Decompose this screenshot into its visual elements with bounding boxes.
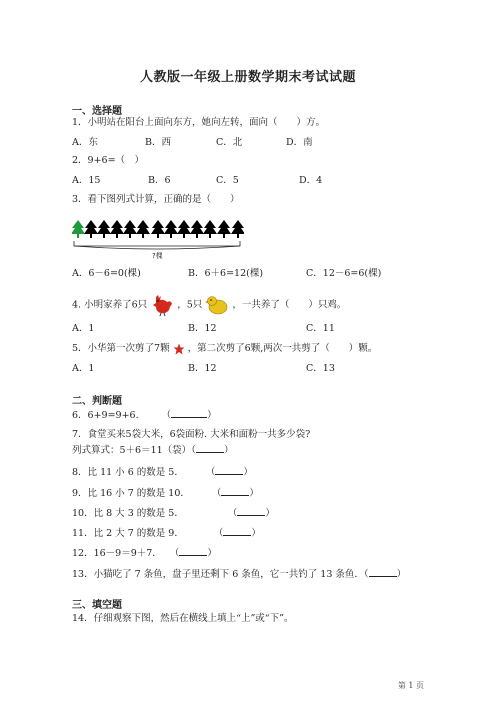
q13-text: 13．小猫吃了 7 条鱼，盘子里还剩下 6 条鱼，它一共钓了 13 条鱼． <box>72 569 364 580</box>
question-12 <box>72 545 217 560</box>
question-13 <box>72 566 406 581</box>
q5-option-c: C．13 <box>306 363 335 374</box>
q1-option-b: B．西 <box>145 137 171 148</box>
q2-option-d: D．4 <box>299 175 323 186</box>
q6-text: 6．6+9=9+6. <box>72 410 139 421</box>
paren-close: ） <box>207 410 217 421</box>
question-4 <box>72 293 346 317</box>
answer-blank-13[interactable] <box>369 566 397 577</box>
question-7: 7．食堂买来5袋大米，6袋面粉. 大米和面粉一共多少袋? <box>72 429 311 440</box>
paren-close: ） <box>396 569 407 580</box>
question-2: 2．9+6=（ ） <box>72 155 145 166</box>
q4-option-a: A．1 <box>72 323 95 334</box>
paren-close: ） <box>265 508 275 519</box>
chick-icon <box>205 294 229 316</box>
paren-close: ） <box>249 488 259 499</box>
section-choice-heading: 一、选择题 <box>72 106 122 117</box>
q1-option-c: C．北 <box>216 137 243 148</box>
question-3: 3．看下图列式计算，正确的是（ ） <box>72 194 240 205</box>
section-judge-heading: 二、判断题 <box>72 396 122 407</box>
q2-option-a: A．15 <box>72 175 101 186</box>
q3-option-c: C．12－6=6(棵) <box>306 268 382 279</box>
q5-option-b: B．12 <box>188 363 217 374</box>
tree-icons <box>72 220 85 238</box>
q10-text: 10．比 8 大 3 的数是 5． <box>72 508 184 519</box>
paren-open: （ <box>211 488 222 499</box>
answer-blank-7[interactable] <box>196 442 224 453</box>
paren-open: （ <box>227 508 238 519</box>
question-14: 14．仔细观察下图，然后在横线上填上“上”或“下”。 <box>72 613 294 624</box>
section-fill-heading: 三、填空题 <box>72 600 122 611</box>
answer-blank-11[interactable] <box>223 525 251 536</box>
question-6 <box>72 407 217 422</box>
q4-text-pre: 4. 小明家养了6只 <box>72 299 148 311</box>
paren-close: ） <box>251 528 261 539</box>
paren-open: （ <box>213 528 224 539</box>
q1-option-a: A．东 <box>72 137 98 148</box>
paren-close: ） <box>223 445 234 456</box>
paren-open: （ <box>191 445 196 456</box>
paren-open: （ <box>169 548 180 559</box>
q12-text: 12．16－9＝9＋7． <box>72 548 162 559</box>
paren-open: （ <box>363 569 369 580</box>
question-10 <box>72 505 275 520</box>
answer-blank-8[interactable] <box>215 464 243 475</box>
rooster-icon <box>150 293 174 317</box>
q5-text-pre: 5．小华第一次剪了7颗 <box>72 343 170 354</box>
q3-option-a: A．6－6=0(棵) <box>72 268 141 279</box>
question-1: 1．小明站在阳台上面向东方，她向左转，面向（ ）方。 <box>72 117 326 128</box>
q3-option-b: B．6＋6=12(棵) <box>188 268 264 279</box>
answer-blank-9[interactable] <box>221 485 249 496</box>
q4-text-mid: ，5只 <box>177 299 203 311</box>
answer-blank-12[interactable] <box>179 545 207 556</box>
q7-equation: 列式算式：5＋6＝11（袋） <box>72 445 192 456</box>
q2-option-c: C．5 <box>216 175 239 186</box>
q4-option-c: C．11 <box>306 323 335 334</box>
paren-open: （ <box>205 467 216 478</box>
paren-close: ） <box>243 467 253 478</box>
paren-close: ） <box>207 548 217 559</box>
question-9 <box>72 485 259 500</box>
q9-text: 9．比 16 小 7 的数是 10． <box>72 488 190 499</box>
page-number: 第 1 页 <box>397 681 424 690</box>
question-11 <box>72 525 261 540</box>
q11-text: 11．比 2 大 7 的数是 9． <box>72 528 184 539</box>
q2-option-b: B．6 <box>148 175 171 186</box>
question-5 <box>72 342 377 355</box>
question-8 <box>72 464 253 479</box>
paren-open: （ <box>161 410 172 421</box>
answer-blank-10[interactable] <box>237 505 265 516</box>
tree-total-label: ?棵 <box>152 252 163 260</box>
answer-blank-6[interactable] <box>171 407 207 418</box>
q5-text-post: ，第二次剪了6颗,两次一共剪了（ ）颗。 <box>187 343 378 354</box>
q5-option-a: A．1 <box>72 363 95 374</box>
question-7-line2 <box>72 442 233 457</box>
q1-option-d: D．南 <box>286 137 313 148</box>
q4-text-post: ，一共养了（ ）只鸡。 <box>232 299 347 311</box>
q4-option-b: B．12 <box>188 323 217 334</box>
star-icon <box>173 343 185 355</box>
page-title: 人教版一年级上册数学期末考试试题 <box>139 70 356 85</box>
q8-text: 8．比 11 小 6 的数是 5． <box>72 467 184 478</box>
